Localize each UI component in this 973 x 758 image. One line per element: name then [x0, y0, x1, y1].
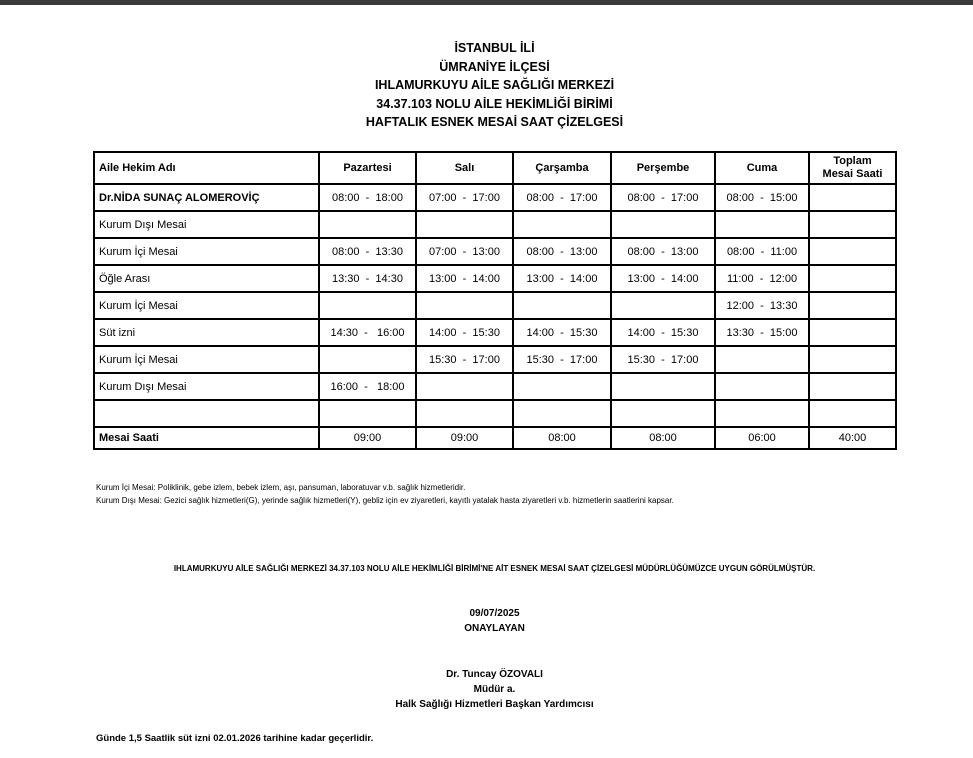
table-cell [319, 346, 416, 373]
table-row [94, 400, 896, 427]
table-cell: 08:00 - 15:00 [715, 184, 809, 211]
table-cell [513, 400, 611, 427]
table-row [94, 211, 896, 238]
table-cell: 15:30 - 17:00 [611, 346, 715, 373]
signatory-title: Müdür a. [473, 684, 516, 695]
footnotes [96, 481, 674, 507]
top-border-bar [0, 0, 973, 5]
table-cell [809, 238, 896, 265]
table-cell: 14:00 - 15:30 [416, 319, 513, 346]
table-cell: 12:00 - 13:30 [715, 292, 809, 319]
column-header: Aile Hekim Adı [94, 152, 319, 184]
table-cell [611, 373, 715, 400]
total-label: Mesai Saati [94, 427, 319, 449]
row-label: Süt izni [94, 319, 319, 346]
header-title: HAFTALIK ESNEK MESAİ SAAT ÇİZELGESİ [365, 115, 624, 129]
total-cell: 08:00 [513, 427, 611, 449]
signatory-name: Dr. Tuncay ÖZOVALI [446, 669, 543, 680]
table-cell [611, 292, 715, 319]
total-row [94, 427, 896, 449]
table-cell [611, 400, 715, 427]
row-label: Kurum İçi Mesai [94, 238, 319, 265]
column-header: Toplam Mesai Saati [809, 152, 896, 184]
table-cell: 15:30 - 17:00 [416, 346, 513, 373]
table-cell [513, 211, 611, 238]
table-cell: 13:00 - 14:00 [611, 265, 715, 292]
signatory-position: Halk Sağlığı Hizmetleri Başkan Yardımcısı [395, 699, 594, 710]
table-cell: 08:00 - 13:30 [319, 238, 416, 265]
table-cell [809, 211, 896, 238]
table-cell [513, 373, 611, 400]
signatory-block [0, 667, 973, 712]
table-header-row [94, 152, 896, 184]
note-external: Kurum Dışı Mesai: Gezici sağlık hizmetleri(G), yerinde sağlık hizmetleri(Y), gebliz için ev ziyaretleri, kayıtlı yatalak hasta ziyaretleri v.b. hizmetlerin saatlerini kapsar. [96, 496, 674, 505]
approval-block [0, 606, 973, 636]
table-cell [809, 319, 896, 346]
column-header: Salı [416, 152, 513, 184]
table-cell: 13:30 - 14:30 [319, 265, 416, 292]
header-district: ÜMRANİYE İLÇESİ [439, 59, 550, 74]
table-cell [611, 211, 715, 238]
table-cell: 14:00 - 15:30 [513, 319, 611, 346]
table-cell: 13:00 - 14:00 [513, 265, 611, 292]
total-cell: 06:00 [715, 427, 809, 449]
table-cell [809, 184, 896, 211]
table-cell: 08:00 - 18:00 [319, 184, 416, 211]
total-cell: 40:00 [809, 427, 896, 449]
table-cell [715, 400, 809, 427]
row-label: Kurum İçi Mesai [94, 292, 319, 319]
header-unit: 34.37.103 NOLU AİLE HEKİMLİĞİ BİRİMİ [376, 96, 613, 111]
validity-note: Günde 1,5 Saatlik süt izni 02.01.2026 tarihine kadar geçerlidir. [96, 733, 374, 744]
table-cell [513, 292, 611, 319]
table-cell: 07:00 - 13:00 [416, 238, 513, 265]
table-cell [416, 211, 513, 238]
table-cell: 08:00 - 17:00 [611, 184, 715, 211]
column-header: Pazartesi [319, 152, 416, 184]
schedule-table [93, 151, 897, 450]
approval-date: 09/07/2025 [469, 608, 520, 619]
table-cell [416, 292, 513, 319]
approval-statement: IHLAMURKUYU AİLE SAĞLIĞI MERKEZİ 34.37.103 NOLU AİLE HEKİMLİĞİ BİRİMİ'NE AİT ESNEK MESAİ SAAT ÇİZELGESİ MÜDÜRLÜĞÜMÜZCE UYGUN GÖRÜLMÜŞTÜR. [173, 564, 816, 573]
table-cell [715, 373, 809, 400]
table-cell: 16:00 - 18:00 [319, 373, 416, 400]
table-cell: 14:30 - 16:00 [319, 319, 416, 346]
header-province: İSTANBUL İLİ [454, 41, 535, 55]
table-cell: 08:00 - 13:00 [513, 238, 611, 265]
table-cell [416, 373, 513, 400]
table-cell: 15:30 - 17:00 [513, 346, 611, 373]
row-label: Kurum Dışı Mesai [94, 211, 319, 238]
column-header: Çarşamba [513, 152, 611, 184]
document-header [0, 39, 973, 132]
table-cell [809, 346, 896, 373]
table-row [94, 373, 896, 400]
table-row [94, 184, 896, 211]
table-cell [416, 400, 513, 427]
table-cell [809, 373, 896, 400]
table-cell [319, 400, 416, 427]
table-cell [809, 400, 896, 427]
table-cell: 08:00 - 13:00 [611, 238, 715, 265]
table-cell [809, 265, 896, 292]
table-row [94, 346, 896, 373]
table-row [94, 238, 896, 265]
table-cell [319, 211, 416, 238]
total-cell: 09:00 [319, 427, 416, 449]
approver-label: ONAYLAYAN [464, 623, 525, 634]
table-cell [809, 292, 896, 319]
table-row [94, 292, 896, 319]
header-center: IHLAMURKUYU AİLE SAĞLIĞI MERKEZİ [374, 78, 615, 92]
note-internal: Kurum İçi Mesai: Poliklinik, gebe izlem, bebek izlem, aşı, pansuman, laboratuvar v.b. sağlık hizmetleridir. [96, 483, 466, 492]
total-cell: 09:00 [416, 427, 513, 449]
column-header: Perşembe [611, 152, 715, 184]
table-row [94, 319, 896, 346]
table-cell [715, 346, 809, 373]
table-cell: 08:00 - 11:00 [715, 238, 809, 265]
row-label: Dr.NİDA SUNAÇ ALOMEROVİÇ [94, 184, 319, 211]
table-body [94, 184, 896, 427]
table-cell: 11:00 - 12:00 [715, 265, 809, 292]
row-label: Kurum Dışı Mesai [94, 373, 319, 400]
table-cell [715, 211, 809, 238]
table-cell: 13:30 - 15:00 [715, 319, 809, 346]
table-cell: 08:00 - 17:00 [513, 184, 611, 211]
table-cell: 07:00 - 17:00 [416, 184, 513, 211]
row-label: Kurum İçi Mesai [94, 346, 319, 373]
table-cell: 13:00 - 14:00 [416, 265, 513, 292]
row-label [94, 400, 319, 427]
table-row [94, 265, 896, 292]
table-cell [319, 292, 416, 319]
column-header: Cuma [715, 152, 809, 184]
total-cell: 08:00 [611, 427, 715, 449]
table-cell: 14:00 - 15:30 [611, 319, 715, 346]
row-label: Öğle Arası [94, 265, 319, 292]
